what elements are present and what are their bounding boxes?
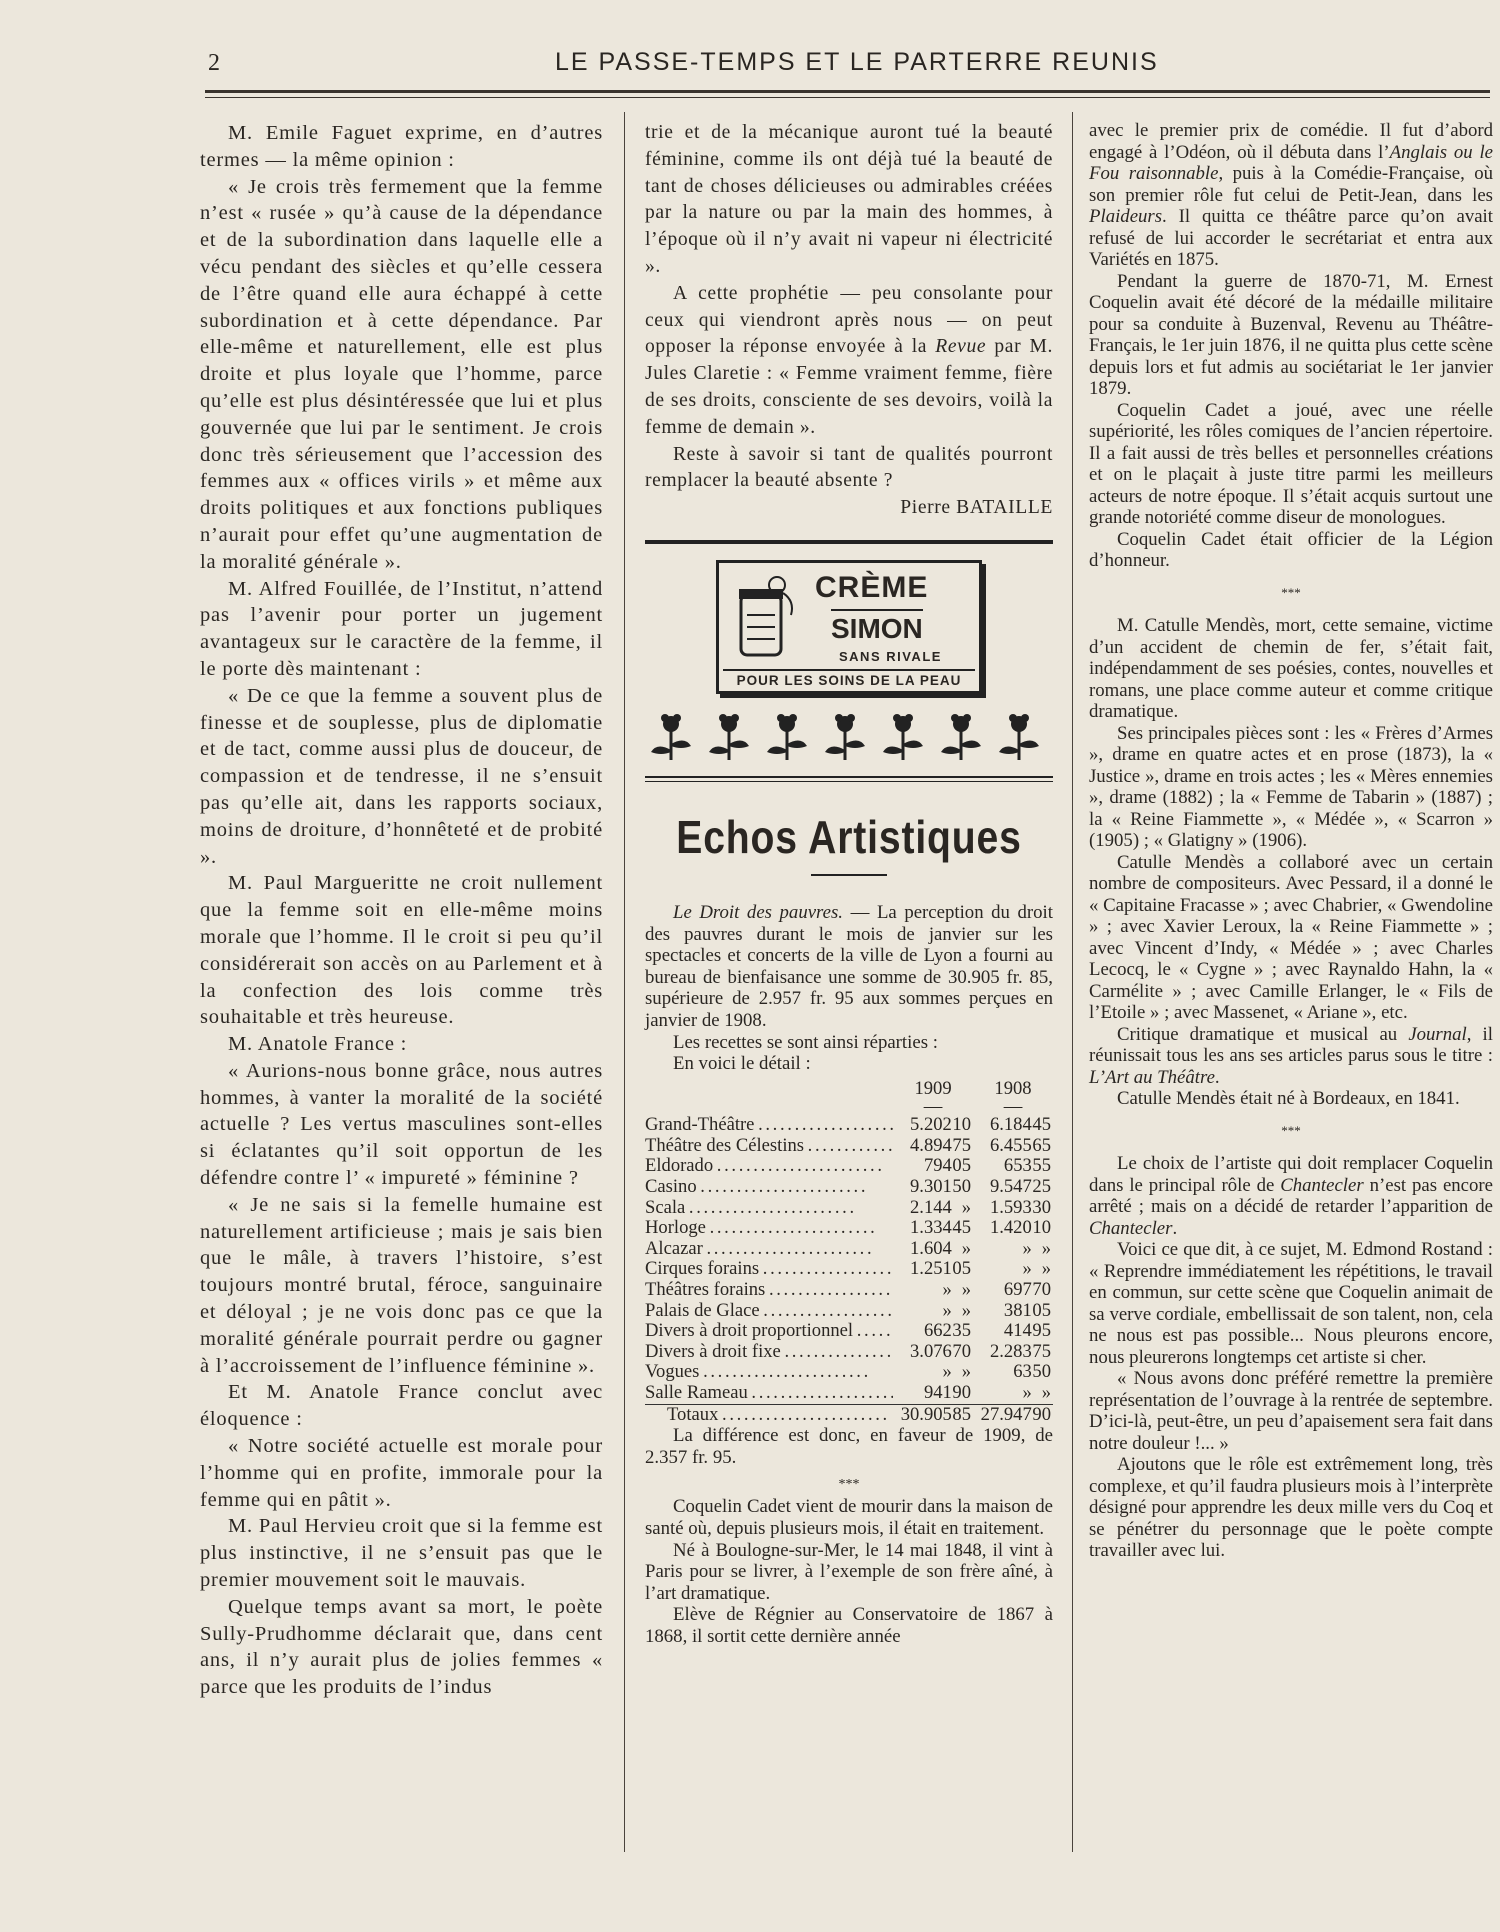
value-1908-cents: 50 [1032, 1361, 1051, 1383]
row-label [645, 1115, 893, 1136]
asterism: *** [1281, 1122, 1301, 1138]
total-label: Totaux . . . [645, 1404, 893, 1425]
value-1909-francs: 1.251 [910, 1258, 952, 1280]
value-1908-francs: » [1022, 1237, 1032, 1259]
value-1909-cents: 75 [952, 1134, 972, 1156]
row-label [645, 1239, 893, 1260]
echo-coquelin-conservatoire: Elève de Régnier au Conservatoire de 1867 à 1868, il sortit cette dernière année [645, 1604, 1053, 1647]
asterism: *** [1281, 584, 1301, 600]
value-1908-cents: 70 [1032, 1279, 1051, 1301]
value-1909-francs: 4.894 [910, 1134, 952, 1156]
row-label [645, 1259, 893, 1280]
play-title-plaideurs: Plaideurs [1089, 206, 1163, 227]
paragraph-question: Reste à savoir si tant de qualités pourront remplacer la beauté absente ? [645, 443, 1053, 492]
table-row [645, 1321, 1053, 1342]
paragraph-chantecler: Le choix de l’artiste qui doit remplacer Coquelin dans le principal rôle de Chantecler n’est pas encore arrêté ; mais on a décidé de retarder l’apparition de Chantecler. [1089, 1153, 1493, 1239]
echo-coquelin-birth: Né à Boulogne-sur-Mer, le 14 mai 1848, il vint à Paris pour se livrer, à l’exemple de son frère aîné, à l’art dramatique. [645, 1539, 1053, 1604]
table-row [645, 1362, 1053, 1383]
paragraph-role-complexity: Ajoutons que le rôle est extrêmement long, très complexe, et qu’il faudra plusieurs mois à l’interprète désigné pour apprendre les deux mille vers du Coq et se pénétrer du personnage que le poète compte travailler avec lui. [1089, 1454, 1493, 1561]
flower-ornament-icon [649, 712, 1049, 764]
value-1909-francs: 3.076 [910, 1340, 952, 1362]
paragraph-coquelin-career: avec le premier prix de comédie. Il fut d’abord engagé à l’Odéon, où il débuta dans l’Anglais ou le Fou raisonnable, puis à la Comédie-Française, où son premier rôle fut celui de Petit-Jean, dans les Plaideurs. Il quitta ce théâtre parce qu’on avait refusé de lui accorder le secrétariat et entra aux Variétés en 1875. [1089, 120, 1494, 270]
total-1908-francs: 27.947 [973, 1404, 1032, 1425]
echo-detail-intro: En voici le détail : [673, 1053, 811, 1075]
row-label [645, 1342, 893, 1363]
year-1908-header: 1908 [994, 1077, 1032, 1099]
row-label-text: Horloge [645, 1218, 706, 1239]
value-1909-francs: 662 [923, 1320, 952, 1342]
value-1908-francs: 653 [1003, 1155, 1032, 1177]
year-dash: — [1003, 1096, 1023, 1118]
table-row [645, 1239, 1053, 1260]
section-separator [645, 540, 1053, 544]
row-label [645, 1301, 893, 1322]
value-1908-francs: 697 [1003, 1279, 1032, 1301]
value-1908-cents: 30 [1032, 1196, 1051, 1218]
value-1908-cents: » [1041, 1382, 1051, 1404]
header-rule-thin [205, 97, 1490, 98]
column-divider-1 [624, 112, 625, 1852]
value-1908-cents: » [1041, 1258, 1051, 1280]
column-divider-2 [1072, 112, 1073, 1852]
ad-tagline: POUR LES SOINS DE LA PEAU [723, 669, 975, 688]
row-label-text: Divers à droit fixe [645, 1341, 781, 1362]
quote-france-1: « Aurions-nous bonne grâce, nous autres hommes, à vanter la moralité de la société actuelle ? Les vertus masculines sont-elles si éclatantes qu’il soit opportun de les défendre contre l’ « impureté » féminine ? [200, 1059, 603, 1190]
year-dash: — [923, 1096, 943, 1118]
row-label-text: Théâtres forains [645, 1280, 766, 1301]
play-title-chantecler: Chantecler [1280, 1174, 1364, 1196]
ad-title: CRÈME [815, 570, 929, 604]
row-label-text: Palais de Glace [645, 1300, 760, 1321]
echo-droit-pauvres [645, 902, 1053, 1032]
value-1909-francs: 2.144 [910, 1196, 952, 1218]
paragraph-mendes-birth: Catulle Mendès était né à Bordeaux, en 1841. [1117, 1088, 1460, 1109]
paragraph-rostand-quote: Voici ce que dit, à ce sujet, M. Edmond Rostand : « Reprendre immédiatement les répétitions, le travail en commun, sur cette scène que Coquelin animait de sa verve cordiale, embellissait de son talent, non, cela ne nous est pas possible... Nous pleurons encore, nous pleurerons longtemps cet artiste si cher. [1089, 1239, 1493, 1368]
table-row [645, 1280, 1053, 1301]
table-row [645, 1136, 1053, 1157]
row-label [645, 1218, 893, 1239]
table-row [645, 1342, 1053, 1363]
paragraph-rostand-quote-2: « Nous avons donc préféré remettre la première représentation de l’ouvrage à la rentrée de septembre. D’ici-là, peut-être, un peu d’apaisement sera fait dans notre douleur !... » [1089, 1368, 1493, 1454]
page-header [0, 0, 1500, 100]
value-1908-cents: » [1041, 1237, 1051, 1259]
paragraph-coquelin-war: Pendant la guerre de 1870-71, M. Ernest Coquelin avait été décoré de la médaille militaire pour sa conduite à Buzenval, Revenu au Théâtre-Français, le 1er juin 1876, il ne quitta plus cette scène depuis lors et fut admis au sociétariat le 1er janvier 1879. [1089, 270, 1493, 399]
header-rule-thick [205, 90, 1490, 93]
value-1909-cents: » [961, 1279, 972, 1301]
title-underline [811, 874, 887, 876]
paragraph-coquelin-repertoire: Coquelin Cadet a joué, avec une réelle supériorité, les rôles comiques de l’ancien répertoire. Il a fait aussi de très belles et personnelles créations et on le plaçait à juste titre parmi les meilleurs acteurs de notre époque. Il s’était acquis surtout une grande notoriété comme diseur de monologues. [1089, 399, 1493, 528]
value-1909-cents: 90 [952, 1382, 972, 1404]
value-1908-francs: 6.455 [989, 1134, 1032, 1156]
value-1908-francs: 9.547 [989, 1176, 1032, 1198]
total-1909-francs: 30.905 [893, 1404, 952, 1425]
paragraph-claretie [645, 281, 1053, 442]
value-1908-francs: 381 [1003, 1299, 1032, 1321]
column-1 [200, 120, 603, 1701]
paragraph-faguet-intro: M. Emile Faguet exprime, en d’autres termes — la même opinion : [200, 122, 603, 171]
paragraph-sully-prudhomme: Quelque temps avant sa mort, le poète Sully-Prudhomme déclarait que, dans cent ans, il n’y aurait plus de jolies femmes « parce que les produits de l’indus [200, 1595, 603, 1699]
table-row [645, 1383, 1053, 1404]
ornament-underline [645, 776, 1053, 782]
paragraph-fouillee-intro: M. Alfred Fouillée, de l’Institut, n’attend pas l’avenir pour porter un jugement avantageux sur le caractère de la femme, il le porte dès maintenant : [200, 577, 603, 680]
table-row [645, 1259, 1053, 1280]
row-label [645, 1383, 893, 1404]
receipts-table [645, 1079, 1053, 1426]
row-label [645, 1198, 893, 1219]
row-label-text: Alcazar [645, 1238, 703, 1259]
paragraph-hervieu: M. Paul Hervieu croit que si la femme est plus instinctive, il ne s’ensuit pas que le premier mouvement soit le mauvais. [200, 1515, 603, 1592]
running-title: LE PASSE-TEMPS ET LE PARTERRE REUNIS [555, 48, 1159, 76]
total-1908-cents: 90 [1032, 1403, 1051, 1425]
value-1908-francs: 2.283 [989, 1340, 1032, 1362]
value-1909-cents: 10 [952, 1114, 972, 1136]
value-1909-francs: 1.334 [910, 1217, 952, 1239]
journal-title: Journal [1408, 1023, 1467, 1045]
value-1909-cents: 70 [952, 1340, 972, 1362]
value-1908-francs: 1.420 [989, 1217, 1032, 1239]
value-1908-cents: 45 [1032, 1114, 1051, 1136]
row-label [645, 1321, 893, 1342]
row-label-text: Salle Rameau [645, 1383, 748, 1404]
row-label-text: Cirques forains [645, 1259, 760, 1280]
receipts-rows [645, 1115, 1053, 1404]
total-1909-cents: 85 [952, 1403, 972, 1425]
row-label-text: Eldorado [645, 1156, 714, 1177]
paragraph-mendes-death: M. Catulle Mendès, mort, cette semaine, victime d’un accident de chemin de fer, s’était fait, indépendamment de ses poésies, contes, nouvelles et romans, une place comme auteur et comme critique dramatique. [1089, 615, 1493, 722]
paragraph-france-intro: M. Anatole France : [228, 1033, 408, 1056]
table-row [645, 1177, 1053, 1198]
value-1908-cents: 10 [1032, 1217, 1051, 1239]
value-1909-francs: 794 [923, 1155, 952, 1177]
table-row [645, 1156, 1053, 1177]
row-label-text: Casino [645, 1177, 697, 1198]
paragraph-margueritte: M. Paul Margueritte ne croit nullement que la femme soit en elle-même moins morale que l’homme. Il le croit si peu qu’il considérerait son accès on au Parlement et à la confection des lois comme très souhaitable et très heureuse. [200, 872, 603, 1029]
paragraph-mendes-critic: Critique dramatique et musical au Journal, il réunissait tous les ans ses articles parus sous le titre : L’Art au Théâtre. [1089, 1023, 1493, 1088]
value-1909-cents: » [961, 1196, 972, 1218]
year-1909-header: 1909 [914, 1077, 952, 1099]
table-row [645, 1115, 1053, 1136]
value-1909-francs: » [942, 1279, 952, 1301]
paragraph-mendes-pieces: Ses principales pièces sont : les « Frères d’Armes », drame en quatre actes et en prose (1873), la « Justice », drame en trois actes ; les « Mères ennemies », drame (1882) ; la « Femme de Tabarin » (1887) ; la « Reine Fiammette », « Médée », « Scarron » (1905) ; « Glatigny » (1906). [1089, 722, 1493, 851]
play-title-chantecler: Chantecler [1089, 1217, 1173, 1239]
row-label-text: Scala [645, 1197, 686, 1218]
value-1909-francs: 1.604 [910, 1237, 952, 1259]
value-1908-cents: 75 [1032, 1340, 1051, 1362]
echo-droit-pauvres-lead: Le Droit des pauvres. [673, 901, 844, 923]
section-title: Echos Artistiques [676, 810, 1022, 863]
value-1908-cents: 05 [1032, 1299, 1051, 1321]
row-label-text: Théâtre des Célestins [645, 1135, 805, 1156]
claretie-text-b: par M. Jules Claretie : « Femme vraiment femme, fière de ses droits, consciente de ses devoirs, voilà la femme de demain ». [645, 336, 1053, 438]
value-1908-francs: 63 [1013, 1361, 1032, 1383]
value-1909-francs: 5.202 [910, 1114, 952, 1136]
table-label-header [645, 1079, 893, 1102]
paragraph-mendes-composers: Catulle Mendès a collaboré avec un certain nombre de compositeurs. Avec Pessard, il a donné le « Capitaine Fracasse » ; avec Chabrier, « Gwendoline » ; avec Xavier Leroux, la « Reine Fiammette » ; avec Vincent d’Indy, « Médée » ; avec Charles Lecocq, le « Cygne » ; avec Raynaldo Hahn, la « Carmélite » ; avec Camille Erlanger, le « Fils de l’Etoile » ; avec Massenet, « Ariane », etc. [1089, 851, 1493, 1023]
value-1909-cents: 05 [952, 1155, 972, 1177]
value-1909-francs: 9.301 [910, 1176, 952, 1198]
paragraph-coquelin-legion: Coquelin Cadet était officier de la Légion d’honneur. [1089, 528, 1493, 571]
paragraph-france-conclusion-intro: Et M. Anatole France conclut avec éloquence : [200, 1381, 603, 1431]
asterism: *** [838, 1477, 860, 1493]
value-1908-francs: 1.593 [989, 1196, 1032, 1218]
echo-coquelin-death: Coquelin Cadet vient de mourir dans la maison de santé où, depuis plusieurs mois, il était en traitement. [645, 1496, 1053, 1539]
row-label [645, 1177, 893, 1198]
quote-france-3: « Notre société actuelle est morale pour l’homme qui en profite, immorale pour la femme qui en pâtit ». [200, 1435, 603, 1511]
row-label [645, 1136, 893, 1157]
table-row [645, 1198, 1053, 1219]
table-row-total [645, 1404, 1053, 1425]
advertisement-creme-simon [716, 560, 982, 694]
revue-title: Revue [935, 336, 987, 358]
value-1909-cents: » [961, 1237, 972, 1259]
quote-fouillee: « De ce que la femme a souvent plus de finesse et de souplesse, plus de diplomatie et de tact, comme aussi plus de douceur, de compassion et de tendresse, il ne s’ensuit pas qu’elle ait, dans les rapports sociaux, moins de droiture, d’honnêteté et de probité ». [200, 684, 603, 868]
value-1908-francs: 414 [1003, 1320, 1032, 1342]
value-1908-cents: 95 [1032, 1320, 1051, 1342]
value-1908-cents: 65 [1032, 1134, 1051, 1156]
table-row [645, 1218, 1053, 1239]
row-label [645, 1156, 893, 1177]
ad-subtitle: SANS RIVALE [839, 648, 942, 664]
cream-jar-icon [731, 575, 801, 661]
echo-difference: La différence est donc, en faveur de 1909, de 2.357 fr. 95. [645, 1425, 1053, 1468]
quote-france-2: « Je ne sais si la femelle humaine est naturellement artificieuse ; mais je sais bien que le mâle, à travers l’histoire, s’est toujours montré brutal, féroce, sanguinaire et déloyal ; je ne vois donc pas ce que la moralité générale pourrait perdre ou gagner à l’accroissement de l’influence féminine ». [200, 1193, 603, 1377]
echo-droit-pauvres-text: — La perception du droit des pauvres durant le mois de janvier sur les spectacles et concerts de la ville de Lyon a fourni au bureau de bienfaisance une somme de 30.905 fr. 85, supérieure de 2.957 fr. 95 aux sommes perçues en janvier de 1908. [645, 901, 1053, 1031]
value-1909-cents: 05 [952, 1258, 972, 1280]
play-title-anglais: Anglais ou le Fou raisonnable [1089, 141, 1493, 184]
row-label-text: Vogues [645, 1362, 700, 1383]
value-1909-cents: 50 [952, 1176, 972, 1198]
row-label-text: Grand-Théâtre [645, 1115, 755, 1136]
book-title: L’Art au Théâtre [1089, 1066, 1215, 1088]
value-1909-cents: 45 [952, 1217, 972, 1239]
value-1909-cents: » [961, 1361, 972, 1383]
value-1908-francs: » [1022, 1258, 1032, 1280]
paragraph-prophecy-end: trie et de la mécanique auront tué la beauté féminine, comme ils ont déjà tué la beauté de tant de choses délicieuses ou admirables créées par la nature ou par la main des hommes, à l’époque où il n’y avait ni vapeur ni électricité ». [645, 122, 1053, 277]
table-row [645, 1301, 1053, 1322]
value-1909-francs: » [942, 1299, 952, 1321]
value-1908-cents: 25 [1032, 1176, 1051, 1198]
row-label [645, 1280, 893, 1301]
value-1909-francs: 941 [923, 1382, 952, 1404]
page-number: 2 [208, 50, 220, 76]
value-1909-francs: » [942, 1361, 952, 1383]
value-1909-cents: » [961, 1299, 972, 1321]
signature: Pierre BATAILLE [900, 497, 1053, 519]
quote-faguet: « Je crois très fermement que la femme n’est « rusée » qu’à cause de la dépendance et de la subordination dans laquelle elle a vécu pendant des siècles et qu’elle cessera de l’être quand elle aura échappé à cette subordination et à cette dépendance. Par elle-même et naturellement, elle est plus droite et plus loyale que l’homme, parce qu’elle est plus désintéressée que lui et plus gouvernée que lui par le sentiment. Je crois donc très sérieusement que l’accession des femmes aux « offices virils » et même aux droits politiques et aux fonctions publiques n’aurait pour effet qu’une augmentation de la moralité générale ». [200, 175, 603, 573]
row-label-text: Divers à droit proportionnel [645, 1321, 854, 1342]
row-label [645, 1362, 893, 1383]
column-2 [645, 120, 1053, 1648]
column-3 [1089, 120, 1493, 1562]
ad-brand: SIMON [831, 609, 923, 645]
value-1908-francs: 6.184 [989, 1114, 1032, 1136]
value-1909-cents: 35 [952, 1320, 972, 1342]
value-1908-francs: » [1022, 1382, 1032, 1404]
echo-recettes-intro: Les recettes se sont ainsi réparties : [673, 1031, 938, 1053]
value-1908-cents: 55 [1032, 1155, 1051, 1177]
claretie-text-a: A cette prophétie — peu consolante pour ceux qui viendront après nous — on peut opposer la réponse envoyée à la [645, 282, 1053, 358]
